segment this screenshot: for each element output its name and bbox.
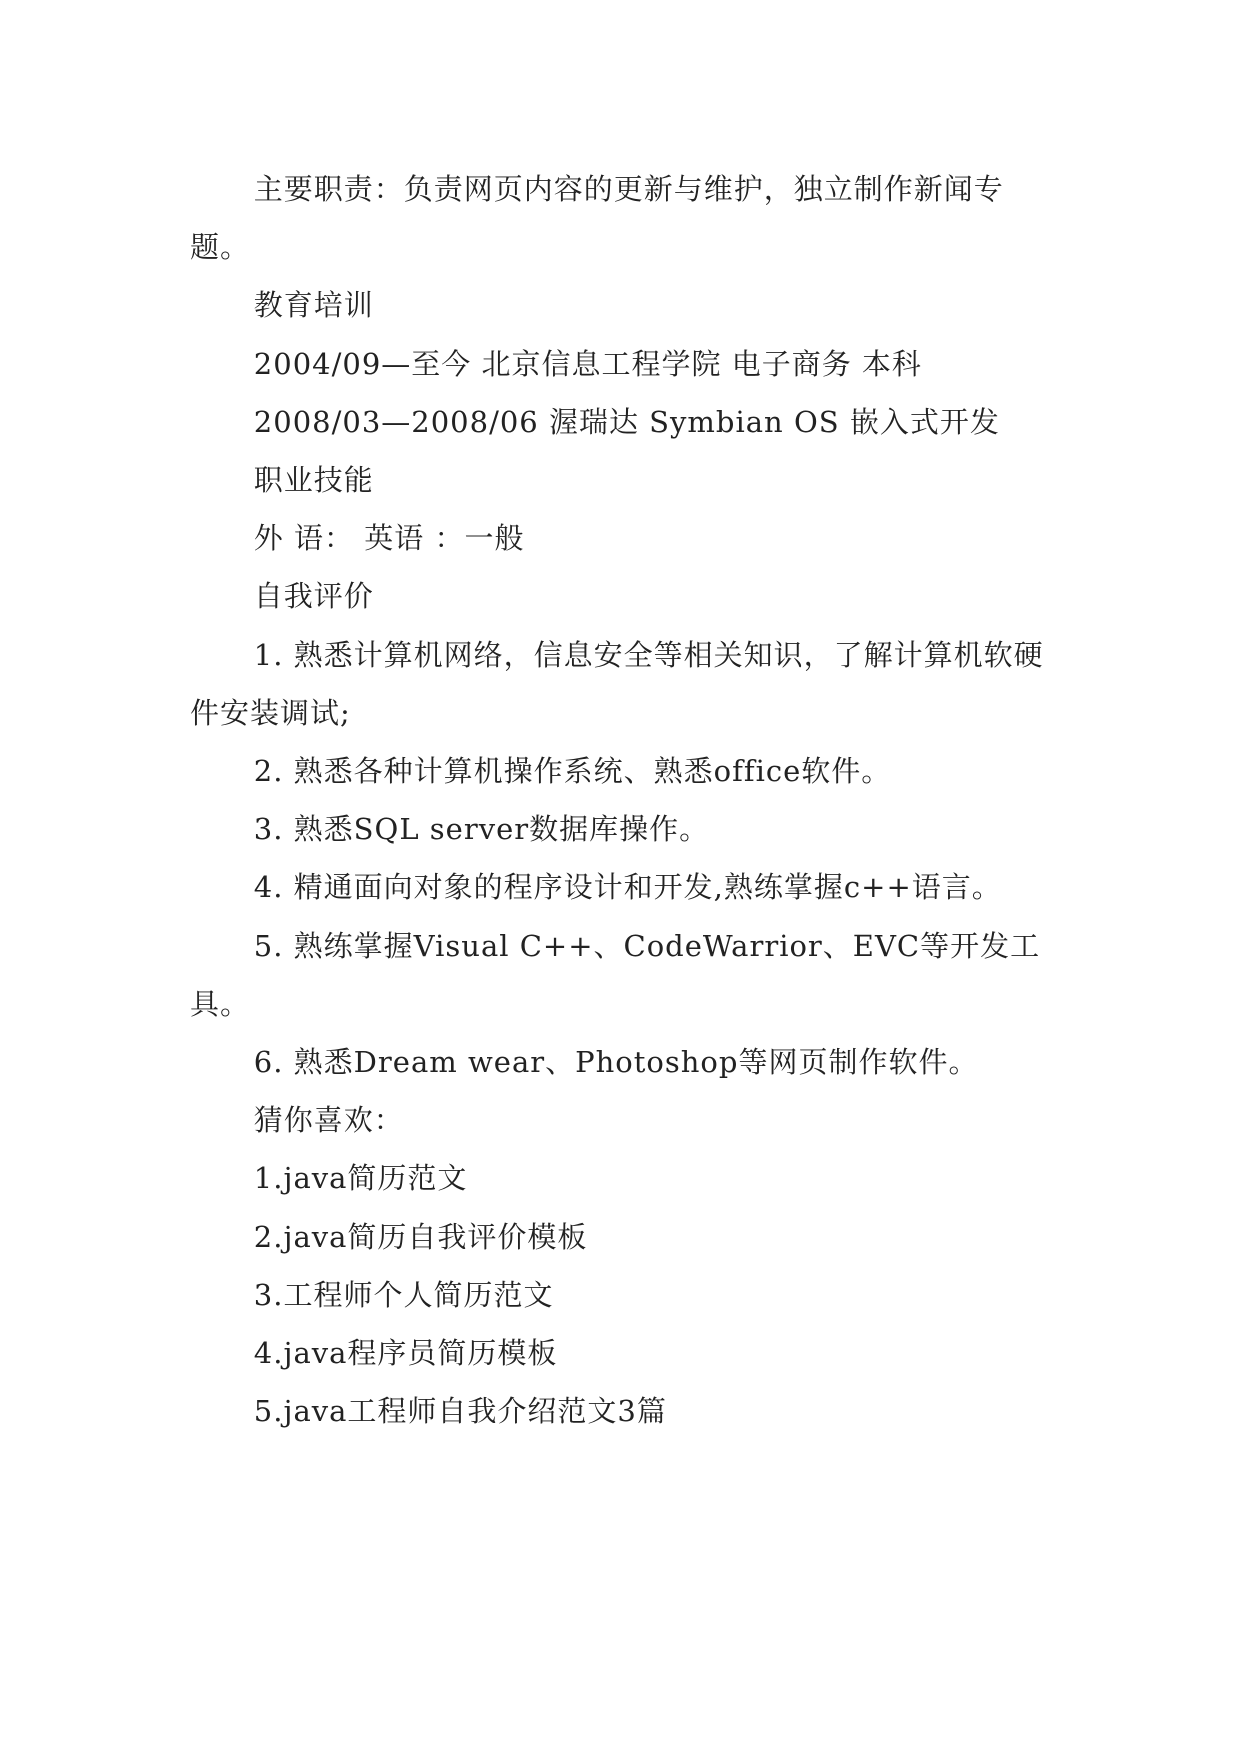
responsibility-paragraph: 主要职责：负责网页内容的更新与维护，独立制作新闻专题。 (190, 172, 1004, 265)
related-item-1: 1.java简历范文 (253, 1161, 468, 1196)
self-eval-item-1: 1. 熟悉计算机网络，信息安全等相关知识，了解计算机软硬件安装调试; (190, 637, 1044, 730)
document-body (190, 160, 1060, 1440)
language-skill: 外 语： 英语 ：一般 (253, 521, 525, 556)
education-entry-1: 2004/09—至今 北京信息工程学院 电子商务 本科 (253, 346, 922, 381)
self-eval-heading: 自我评价 (253, 579, 374, 614)
self-eval-item-2: 2. 熟悉各种计算机操作系统、熟悉office软件。 (253, 754, 892, 789)
self-eval-item-6: 6. 熟悉Dream wear、Photoshop等网页制作软件。 (253, 1045, 979, 1080)
related-item-2: 2.java简历自我评价模板 (253, 1219, 588, 1254)
skills-heading: 职业技能 (253, 463, 374, 498)
related-item-5: 5.java工程师自我介绍范文3篇 (253, 1394, 667, 1429)
self-eval-item-5: 5. 熟练掌握Visual C++、CodeWarrior、EVC等开发工具。 (190, 928, 1041, 1021)
related-item-4: 4.java程序员简历模板 (253, 1336, 558, 1371)
education-entry-2: 2008/03—2008/06 渥瑞达 Symbian OS 嵌入式开发 (253, 404, 1000, 439)
related-item-3: 3.工程师个人简历范文 (253, 1277, 554, 1312)
related-heading: 猜你喜欢： (253, 1103, 404, 1138)
education-heading: 教育培训 (253, 288, 374, 323)
self-eval-item-4: 4. 精通面向对象的程序设计和开发,熟练掌握c++语言。 (253, 870, 1002, 905)
self-eval-item-3: 3. 熟悉SQL server数据库操作。 (253, 812, 710, 847)
